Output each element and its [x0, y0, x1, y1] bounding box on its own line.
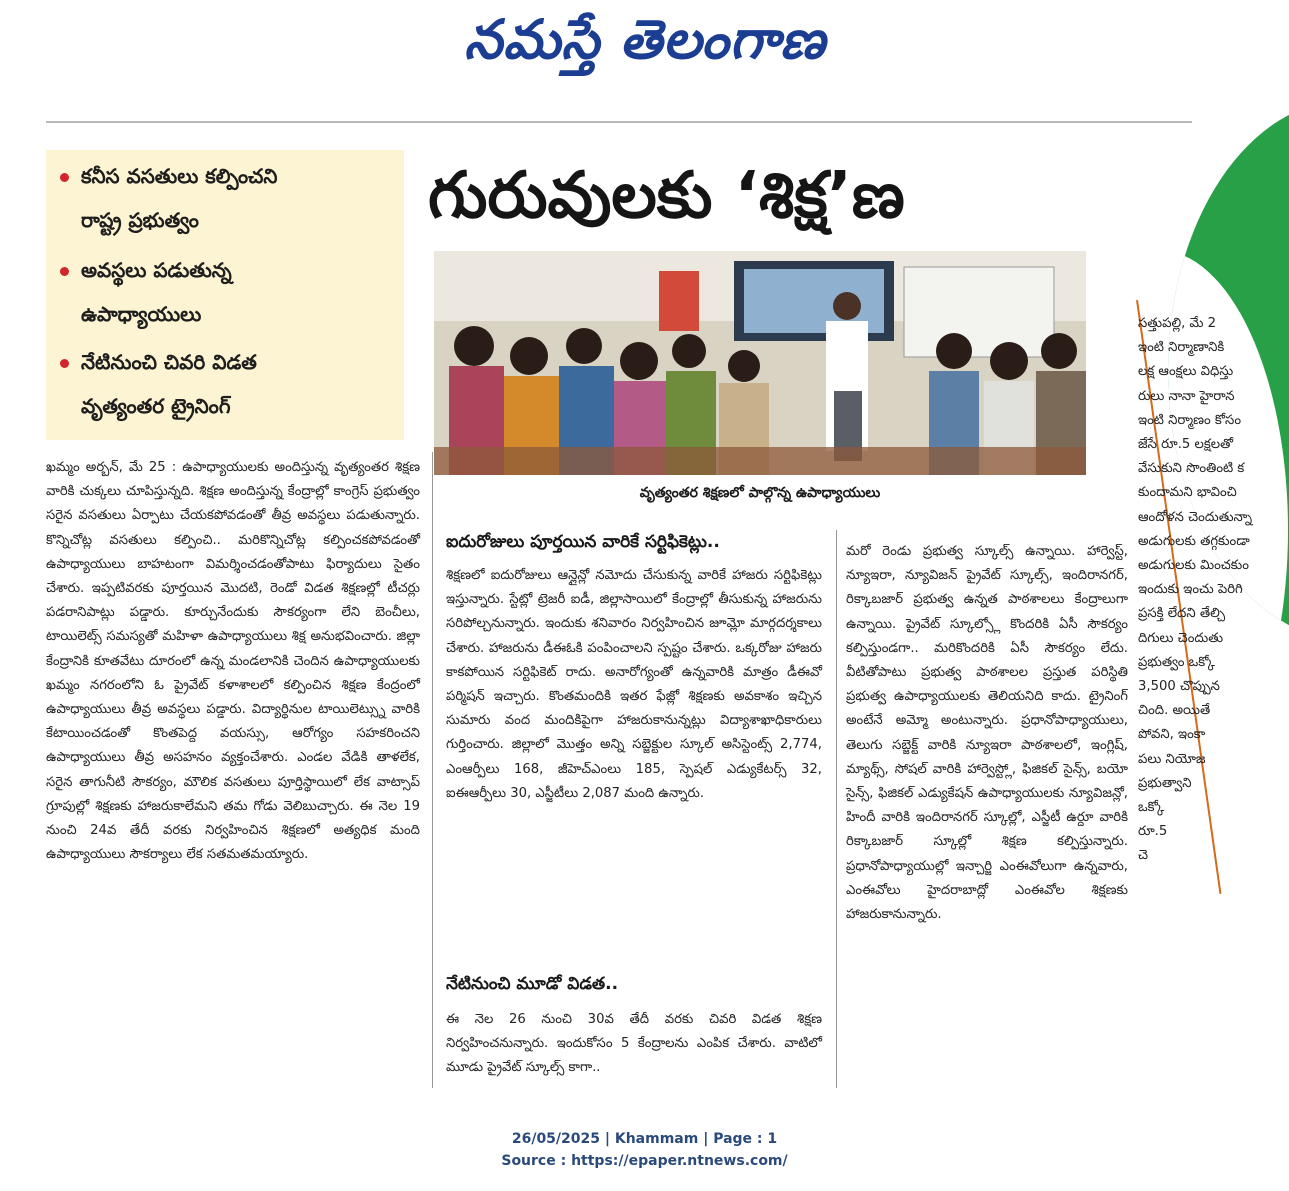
article-paragraph: మరో రెండు ప్రభుత్వ స్కూల్స్ ఉన్నాయి. హార్వెస్ట్, న్యూఇరా, న్యూవిజన్ ప్రైవేట్ స్కూల్స్, ఇందిరానగర్, రిక్కాబజార్ ప్రభుత్వ ఉన్నత పాఠశాలలు కేంద్రాలుగా ఉన్నాయి. ప్రైవేట్ స్కూల్స్లో కొందరికి ఏసీ సౌకర్యం కల్పిస్తుండగా.. మరికొందరికి ఏసీ సౌకర్యం లేదు. వీటితోపాటు ప్రభుత్వ పాఠశాలల ప్రస్తుత పరిస్థితి ప్రభుత్వ ఉపాధ్యాయులకు తెలియనిది కాదు. ట్రైనింగ్ అంటేనే అమ్మో అంటున్నారు. ప్రధానోపాధ్యాయులు, తెలుగు సబ్జెక్ట్ వారికి న్యూఇరా పాఠశాలలో, ఇంగ్లిష్, మ్యాథ్స్, సోషల్ వారికి హార్వెస్ట్లో, ఫిజికల్ సైన్స్, బయో సైన్స్, ఫిజికల్ ఎడ్యుకేషన్ ఉపాధ్యాయులకు న్యూవిజన్లో, హిందీ వారికి ఇందిరానగర్ స్కూల్లో, ఎస్జీటీ ఉర్దూ వారికి రిక్కాబజార్ స్కూల్లో శిక్షణ కల్పిస్తున్నారు. ప్రధానోపాధ్యాయుల్లో ఇన్చార్జి ఎంఈవోలుగా ఉన్నవారు, ఎంఈవోలు హైదరాబాద్లో ఎంఈవోల శిక్షణకు హాజరుకానున్నారు.	[846, 544, 1128, 923]
highlight-line: నేటినుంచి చివరి విడత	[81, 350, 257, 374]
article-column-3	[846, 540, 1128, 927]
article-column-1	[46, 456, 420, 867]
subheading-third-phase: నేటినుంచి మూడో విడత..	[446, 974, 619, 994]
highlight-item	[60, 248, 390, 336]
footer-date-page: 26/05/2025 | Khammam | Page : 1	[511, 1131, 778, 1147]
clipped-article-line: లక్ష ఆంక్షలు విధిస్తు	[1138, 364, 1234, 380]
clipped-article-line: ఒక్కో	[1138, 800, 1165, 816]
highlight-line: అవస్థలు పడుతున్న	[81, 258, 232, 282]
highlight-line: కనీస వసతులు కల్పించని	[81, 164, 278, 188]
article-paragraph: ఈ నెల 26 నుంచి 30వ తేదీ వరకు చివరి విడత శిక్షణ నిర్వహించనున్నారు. ఇందుకోసం 5 కేంద్రాలను ఎంపిక చేశారు. వాటిలో మూడు ప్రైవేట్ స్కూల్స్ కాగా..	[446, 1012, 822, 1076]
clipped-article-line: ఇందుకు ఇంచు పెరిగి	[1138, 582, 1243, 598]
clipped-article-line: దిగులు చెందుతు	[1138, 630, 1224, 646]
article-headline: గురువులకు ‘శిక్ష’ణ	[428, 159, 905, 233]
article-column-2	[446, 564, 822, 806]
footer-source: Source : https://epaper.ntnews.com/	[501, 1153, 788, 1169]
column-divider	[432, 452, 433, 1088]
article-paragraph: ఖమ్మం అర్బన్, మే 25 : ఉపాధ్యాయులకు అందిస్తున్న వృత్యంతర శిక్షణ వారికి చుక్కలు చూపిస్తున్నది. శిక్షణ అందిస్తున్న కేంద్రాల్లో కాంగ్రెస్ ప్రభుత్వం సరైన వసతులు ఏర్పాటు చేయకపోవడంతో తీవ్ర అవస్థలు పడుతున్నారు. కొన్నిచోట్ల వసతులు కల్పించి.. మరికొన్నిచోట్ల కల్పించకపోవడంతో ఉపాధ్యాయులు బాహటంగా విమర్శించడంతోపాటు ఫిర్యాదులు సైతం చేశారు. ఇప్పటివరకు పూర్తయిన మొదటి, రెండో విడత శిక్షణల్లో టీచర్లు పడరానిపాట్లు పడ్డారు. కూర్చునేందుకు సౌకర్యంగా లేని బెంచీలు, టాయిలెట్స్ సమస్యతో మహిళా ఉపాధ్యాయులు శిక్ష అనుభవించారు. జిల్లా కేంద్రానికి కూతవేటు దూరంలో ఉన్న మండలానికి చెందిన ఉపాధ్యాయులకు ఖమ్మం నగరంలోని ఓ ప్రైవేట్ కళాశాలలో కల్పించిన శిక్షణ కేంద్రంలో ఉపాధ్యాయులు తీవ్ర అవస్థలు పడ్డారు. విద్యార్థినుల టాయిలెట్స్ను వారికి కేటాయించడంతో కొంతపెద్ద వయస్సు, ఆరోగ్యం సహకరించని ఉపాధ్యాయులు తీవ్ర అసహనం వ్యక్తంచేశారు. ఎండల వేడికి తాళలేక, సరైన తాగునీటి సౌకర్యం, మౌలిక వసతులు పూర్తిస్థాయిలో లేక వాట్సాప్ గ్రూపుల్లో శిక్షణకు హాజరుకాలేమని తమ గోడు వెలిబుచ్చారు. ఈ నెల 19 నుంచి 24వ తేదీ వరకు నిర్వహించిన శిక్షణలో అత్యధిక మంది ఉపాధ్యాయులు సౌకర్యాలు లేక సతమతమయ్యారు.	[46, 460, 420, 863]
clipped-article-line: పోవని, ఇంకా	[1138, 727, 1206, 743]
clipped-article-line: రూ.5	[1138, 824, 1168, 840]
masthead-rule	[46, 121, 1192, 123]
clipped-article-line: అడుగులకు మించకుం	[1138, 558, 1249, 574]
bullet-icon	[60, 267, 69, 276]
page-footer	[0, 1128, 1289, 1172]
clipped-article-line: కుందామని భావించి	[1138, 485, 1237, 501]
clipped-article-line: ఇంటి నిర్మాణం కోసం	[1138, 412, 1242, 428]
highlight-item	[60, 154, 390, 242]
bullet-icon	[60, 173, 69, 182]
clipped-article-line: ప్రభుత్వాని	[1138, 775, 1192, 791]
clipped-article-line: ప్రసక్తి లేదని తేల్చి	[1138, 606, 1226, 622]
highlights-box	[46, 150, 404, 440]
bullet-icon	[60, 359, 69, 368]
clipped-article-line: అడుగులకు తగ్గకుండా	[1138, 533, 1250, 549]
clipped-article-line: ప్రభుత్వం ఒక్కో	[1138, 654, 1215, 670]
clipped-article-line: సత్తుపల్లి, మే 2	[1138, 316, 1217, 331]
highlight-item	[60, 340, 390, 428]
classroom-photo	[434, 251, 1086, 475]
classroom-photo-illustration	[434, 251, 1086, 475]
adjacent-article-clipped	[1138, 312, 1289, 869]
clipped-article-line: ఆందోళన చెందుతున్నా	[1138, 509, 1253, 525]
clipped-article-line: చె	[1138, 848, 1149, 864]
subheading-certificates: ఐదురోజులు పూర్తయిన వారికే సర్టిఫికెట్లు..	[446, 532, 720, 552]
clipped-article-line: 3,500 చొప్పున	[1138, 679, 1220, 695]
clipped-article-line: రులు నానా హైరాన	[1138, 388, 1235, 404]
newspaper-masthead: నమస్తే తెలంగాణ	[464, 7, 826, 71]
clipped-article-line: పలు నియోజ	[1138, 751, 1206, 767]
photo-caption: వృత్యంతర శిక్షణలో పాల్గొన్న ఉపాధ్యాయులు	[639, 485, 881, 501]
highlight-line: రాష్ట్ర ప్రభుత్వం	[81, 208, 199, 232]
highlight-line: వృత్యంతర ట్రైనింగ్	[81, 394, 231, 418]
column-divider	[836, 530, 837, 1088]
article-column-2-continued	[446, 1008, 822, 1081]
clipped-article-line: వేసుకుని సొంతింటి క	[1138, 461, 1245, 477]
highlight-line: ఉపాధ్యాయులు	[81, 302, 202, 326]
clipped-article-line: జేసే రూ.5 లక్షలతో	[1138, 437, 1233, 453]
article-paragraph: శిక్షణలో ఐదురోజులు ఆన్లైన్లో నమోదు చేసుకున్న వారికే హాజరు సర్టిఫికెట్లు ఇస్తున్నారు. స్టేట్లో ట్రెజరీ ఐడీ, జిల్లాసాయిలో కేంద్రాల్లో తీసుకున్న హాజరును సరిపోల్చనున్నారు. ఇందుకు శనివారం నిర్వహించిన జూమ్లో మార్గదర్శకాలు చేశారు. హాజరును డీఈఓకి పంపించాలని స్పష్టం చేశారు. ఒక్కరోజు హాజరు కాకపోయిన సర్టిఫికెట్ రాదు. అనారోగ్యంతో ఉన్నవారికి మాత్రం డీఈవో పర్మిషన్ ఇచ్చారు. కొంతమందికి ఇతర ఫేజ్లో శిక్షణకు అవకాశం ఇచ్చిన సుమారు వంద మందికిపైగా హాజరుకానున్నట్లు విద్యాశాఖాధికారులు గుర్తించారు. జిల్లాలో మొత్తం అన్ని సబ్జెక్టుల స్కూల్ అసిస్టెంట్స్ 2,774, ఎంఆర్పీలు 168, జీహెచ్ఎంలు 185, స్పెషల్ ఎడ్యుకేటర్స్ 32, ఐఈఆర్పీలు 30, ఎస్జీటీలు 2,087 మంది ఉన్నారు.	[446, 568, 822, 801]
clipped-article-line: చింది. అయితే	[1138, 703, 1211, 719]
clipped-article-line: ఇంటి నిర్మాణానికి	[1138, 340, 1225, 356]
